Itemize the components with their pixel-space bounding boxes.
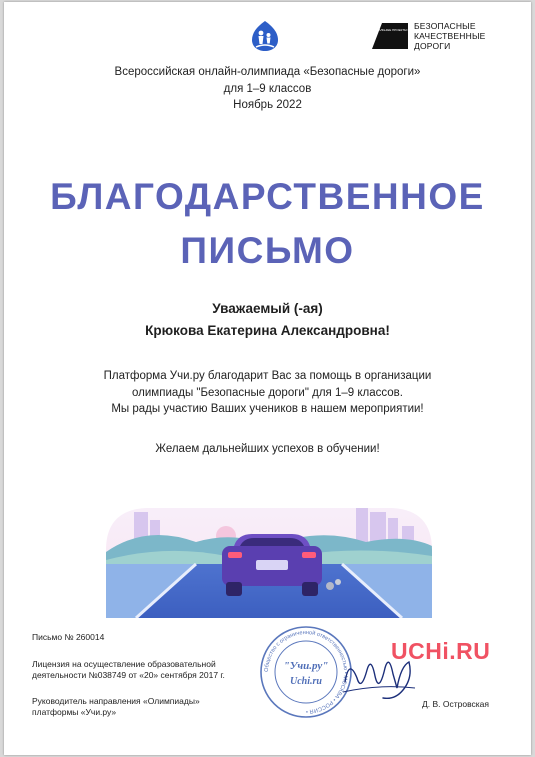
stamp-ring-text: Общество с ограниченной ответственностью • МОСКВА • РОССИЯ • — [263, 629, 349, 715]
license-info — [32, 659, 252, 681]
stamp-center-top: "Учи.ру" — [283, 660, 329, 672]
license-line-2: деятельности №038749 от «20» сентября 2017 г. — [32, 670, 225, 680]
family-road-icon — [250, 20, 280, 52]
olympiad-date: Ноябрь 2022 — [233, 99, 302, 111]
national-projects-icon — [365, 21, 421, 51]
logo-line-1: БЕЗОПАСНЫЕ — [414, 21, 476, 31]
olympiad-header — [4, 64, 531, 114]
stamp-center-bottom: Uchi.ru — [290, 676, 322, 687]
license-line-1: Лицензия на осуществление образовательной — [32, 659, 216, 669]
olympiad-name: Всероссийская онлайн-олимпиада «Безопасные дороги» — [114, 66, 421, 78]
signature-mark — [339, 648, 419, 708]
greeting — [4, 298, 531, 342]
logo-small-text: НАЦИОНАЛЬНЫЕ ПРОЕКТЫ РОССИИ — [365, 28, 421, 32]
leader-position — [32, 696, 232, 718]
letter-body — [4, 368, 531, 418]
leader-line-2: платформы «Учи.ру» — [32, 707, 117, 717]
wish-text: Желаем дальнейших успехов в обучении! — [155, 443, 380, 455]
national-projects-logo — [365, 21, 522, 51]
title-line-1: БЛАГОДАРСТВЕННОЕ — [50, 176, 485, 217]
signer-name: Д. В. Островская — [422, 699, 489, 709]
title-line-2: ПИСЬМО — [180, 230, 355, 271]
leader-line-1: Руководитель направления «Олимпиады» — [32, 696, 200, 706]
certificate-page — [4, 2, 531, 755]
olympiad-grades: для 1–9 классов — [223, 82, 312, 95]
logo-line-2: КАЧЕСТВЕННЫЕ ДОРОГИ — [414, 31, 486, 51]
body-line-1: Платформа Учи.ру благодарит Вас за помощь в организации — [103, 370, 432, 382]
car-on-road-illustration — [106, 490, 432, 618]
greeting-salutation: Уважаемый (-ая) — [212, 301, 323, 316]
letter-number: Письмо № 260014 — [32, 632, 105, 642]
body-line-3: Мы рады участию Ваших учеников в нашем мероприятии! — [111, 403, 424, 415]
recipient-name: Крюкова Екатерина Александровна! — [145, 323, 390, 338]
body-line-2: олимпиады "Безопасные дороги" для 1–9 классов. — [132, 386, 403, 399]
logo-brand-text — [414, 21, 522, 51]
page-title — [4, 170, 531, 278]
uchi-ru-logo: UCHi.RU — [391, 638, 491, 664]
